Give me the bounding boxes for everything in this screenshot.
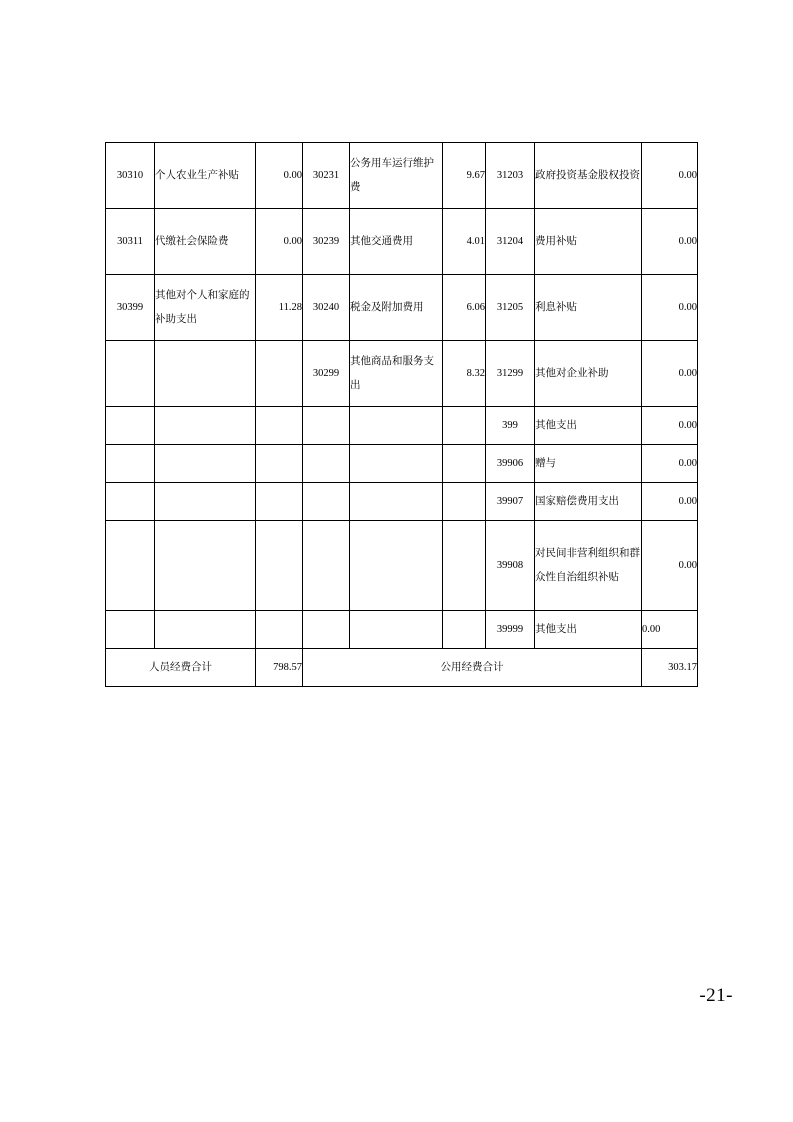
- cell-value-public: [443, 483, 486, 521]
- cell-value-public: 8.32: [443, 341, 486, 407]
- cell-name-other: 费用补贴: [535, 209, 642, 275]
- cell-code-public: 30299: [303, 341, 350, 407]
- cell-code-other: 31299: [486, 341, 535, 407]
- cell-code-public: 30231: [303, 143, 350, 209]
- cell-value-public: 9.67: [443, 143, 486, 209]
- cell-code-public: [303, 445, 350, 483]
- cell-name-personnel: [155, 341, 256, 407]
- personnel-total-value: 798.57: [256, 649, 303, 687]
- table-summary-row: [106, 649, 698, 687]
- cell-value-other: 0.00: [642, 611, 698, 649]
- table-row: [106, 521, 698, 611]
- cell-name-public: 其他商品和服务支出: [350, 341, 443, 407]
- cell-value-public: [443, 521, 486, 611]
- cell-value-personnel: 0.00: [256, 143, 303, 209]
- cell-value-personnel: 0.00: [256, 209, 303, 275]
- cell-code-personnel: [106, 445, 155, 483]
- table-row: [106, 483, 698, 521]
- cell-code-other: 39906: [486, 445, 535, 483]
- table-row: [106, 209, 698, 275]
- cell-name-public: [350, 483, 443, 521]
- cell-value-other: 0.00: [642, 407, 698, 445]
- cell-code-personnel: [106, 611, 155, 649]
- cell-value-other: 0.00: [642, 275, 698, 341]
- cell-value-other: 0.00: [642, 341, 698, 407]
- cell-name-public: 公务用车运行维护费: [350, 143, 443, 209]
- cell-value-personnel: [256, 445, 303, 483]
- cell-code-public: [303, 611, 350, 649]
- cell-value-personnel: [256, 611, 303, 649]
- table-row: [106, 341, 698, 407]
- cell-value-public: [443, 445, 486, 483]
- cell-code-public: [303, 483, 350, 521]
- cell-code-personnel: 30399: [106, 275, 155, 341]
- cell-code-personnel: [106, 483, 155, 521]
- cell-name-other: 国家赔偿费用支出: [535, 483, 642, 521]
- budget-table-container: [105, 142, 697, 687]
- public-total-value: 303.17: [642, 649, 698, 687]
- cell-name-other: 其他对企业补助: [535, 341, 642, 407]
- cell-name-personnel: [155, 483, 256, 521]
- cell-name-other: 利息补贴: [535, 275, 642, 341]
- cell-code-other: 399: [486, 407, 535, 445]
- table-row: [106, 275, 698, 341]
- cell-name-personnel: [155, 611, 256, 649]
- cell-code-personnel: 30311: [106, 209, 155, 275]
- cell-code-other: 39907: [486, 483, 535, 521]
- cell-name-public: [350, 521, 443, 611]
- cell-code-personnel: [106, 341, 155, 407]
- personnel-total-label: 人员经费合计: [106, 649, 256, 687]
- cell-value-public: [443, 407, 486, 445]
- budget-table: [105, 142, 698, 687]
- cell-name-personnel: 代缴社会保险费: [155, 209, 256, 275]
- cell-name-other: 对民间非营利组织和群众性自治组织补贴: [535, 521, 642, 611]
- cell-value-personnel: [256, 521, 303, 611]
- cell-name-personnel: 其他对个人和家庭的补助支出: [155, 275, 256, 341]
- cell-value-personnel: [256, 407, 303, 445]
- table-row: [106, 407, 698, 445]
- cell-value-other: 0.00: [642, 521, 698, 611]
- cell-name-personnel: [155, 407, 256, 445]
- cell-value-public: [443, 611, 486, 649]
- table-row: [106, 611, 698, 649]
- cell-code-personnel: [106, 521, 155, 611]
- cell-value-personnel: 11.28: [256, 275, 303, 341]
- cell-value-personnel: [256, 341, 303, 407]
- table-row: [106, 143, 698, 209]
- cell-value-personnel: [256, 483, 303, 521]
- cell-code-public: 30239: [303, 209, 350, 275]
- cell-name-public: 税金及附加费用: [350, 275, 443, 341]
- cell-name-personnel: [155, 521, 256, 611]
- cell-code-other: 39908: [486, 521, 535, 611]
- cell-name-personnel: 个人农业生产补贴: [155, 143, 256, 209]
- cell-name-other: 其他支出: [535, 407, 642, 445]
- cell-code-other: 39999: [486, 611, 535, 649]
- cell-code-public: [303, 407, 350, 445]
- cell-value-public: 4.01: [443, 209, 486, 275]
- cell-name-public: [350, 407, 443, 445]
- cell-code-other: 31203: [486, 143, 535, 209]
- cell-code-public: 30240: [303, 275, 350, 341]
- table-row: [106, 445, 698, 483]
- cell-code-other: 31205: [486, 275, 535, 341]
- cell-name-other: 政府投资基金股权投资: [535, 143, 642, 209]
- page-number: -21-: [699, 985, 733, 1006]
- cell-name-public: [350, 611, 443, 649]
- cell-value-public: 6.06: [443, 275, 486, 341]
- cell-value-other: 0.00: [642, 209, 698, 275]
- cell-value-other: 0.00: [642, 445, 698, 483]
- cell-name-other: 其他支出: [535, 611, 642, 649]
- cell-code-personnel: 30310: [106, 143, 155, 209]
- cell-value-other: 0.00: [642, 143, 698, 209]
- cell-name-public: 其他交通费用: [350, 209, 443, 275]
- cell-code-public: [303, 521, 350, 611]
- public-total-label: 公用经费合计: [303, 649, 642, 687]
- cell-code-personnel: [106, 407, 155, 445]
- cell-name-public: [350, 445, 443, 483]
- cell-value-other: 0.00: [642, 483, 698, 521]
- cell-name-personnel: [155, 445, 256, 483]
- cell-name-other: 赠与: [535, 445, 642, 483]
- cell-code-other: 31204: [486, 209, 535, 275]
